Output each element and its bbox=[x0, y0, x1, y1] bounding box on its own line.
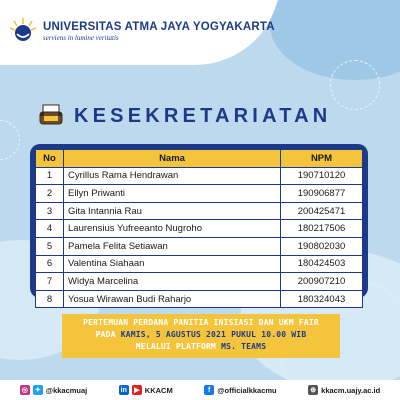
table-row bbox=[36, 185, 363, 203]
instagram-icon: ◎ bbox=[21, 387, 28, 394]
cell-npm: 200907210 bbox=[281, 273, 363, 291]
decor-ring bbox=[0, 120, 20, 160]
university-header bbox=[8, 16, 275, 46]
table-row bbox=[36, 167, 363, 185]
linkedin-icon: in bbox=[120, 386, 127, 394]
cell-npm: 180424503 bbox=[281, 255, 363, 273]
info-date-highlight: KAMIS, 5 AGUSTUS 2021 PUKUL 10.00 WIB bbox=[120, 330, 307, 339]
meeting-info-banner bbox=[62, 314, 340, 358]
cell-nama: Laurensius Yufreeanto Nugroho bbox=[64, 220, 281, 238]
footer-handle-1: @kkacmuaj bbox=[45, 385, 88, 395]
website-icon: ⊕ bbox=[308, 385, 318, 395]
decor-ring bbox=[330, 60, 380, 110]
info-platform-highlight: MS. TEAMS bbox=[221, 342, 267, 351]
university-name: UNIVERSITAS ATMA JAYA YOGYAKARTA bbox=[43, 20, 275, 33]
cell-nama: Gita Intannia Rau bbox=[64, 202, 281, 220]
cell-npm: 180217506 bbox=[281, 220, 363, 238]
cell-no: 7 bbox=[36, 273, 64, 291]
cell-npm: 190906877 bbox=[281, 185, 363, 203]
cell-nama: Cyrillus Rama Hendrawan bbox=[64, 167, 281, 185]
footer-handle-4: kkacm.uajy.ac.id bbox=[321, 385, 381, 395]
info-line-3-prefix: MELALUI PLATFORM bbox=[135, 342, 222, 351]
members-table bbox=[35, 149, 363, 308]
table-row bbox=[36, 237, 363, 255]
social-footer bbox=[0, 380, 400, 400]
footer-handle-2: KKACM bbox=[144, 385, 173, 395]
cell-nama: Valentina Siahaan bbox=[64, 255, 281, 273]
footer-website[interactable] bbox=[308, 385, 380, 395]
cell-npm: 190802030 bbox=[281, 237, 363, 255]
members-table-frame bbox=[30, 144, 368, 305]
info-line-1: PERTEMUAN PERDANA PANITIA INISIASI DAN UKM FAIR bbox=[83, 318, 319, 327]
youtube-icon: ▶ bbox=[132, 385, 142, 395]
title-row bbox=[38, 104, 331, 128]
info-line-2 bbox=[66, 329, 336, 341]
footer-facebook[interactable] bbox=[204, 385, 276, 395]
cell-no: 5 bbox=[36, 237, 64, 255]
table-row bbox=[36, 255, 363, 273]
cell-no: 3 bbox=[36, 202, 64, 220]
table-row bbox=[36, 290, 363, 308]
header-npm: NPM bbox=[281, 150, 363, 168]
cell-nama: Widya Marcelina bbox=[64, 273, 281, 291]
cell-nama: Ellyn Priwanti bbox=[64, 185, 281, 203]
header-nama: Nama bbox=[64, 150, 281, 168]
cell-npm: 190710120 bbox=[281, 167, 363, 185]
cell-nama: Yosua Wirawan Budi Raharjo bbox=[64, 290, 281, 308]
footer-linkedin-youtube[interactable] bbox=[119, 385, 173, 395]
page-title: KESEKRETARIATAN bbox=[74, 104, 332, 127]
footer-instagram-twitter[interactable] bbox=[20, 385, 88, 395]
cell-no: 8 bbox=[36, 290, 64, 308]
cell-npm: 200425471 bbox=[281, 202, 363, 220]
info-line-3 bbox=[66, 341, 336, 353]
table-row bbox=[36, 273, 363, 291]
cell-nama: Pamela Felita Setiawan bbox=[64, 237, 281, 255]
cell-npm: 180324043 bbox=[281, 290, 363, 308]
table-row bbox=[36, 202, 363, 220]
info-line-2-prefix: PADA bbox=[95, 330, 121, 339]
cell-no: 4 bbox=[36, 220, 64, 238]
cell-no: 1 bbox=[36, 167, 64, 185]
university-motto: serviens in lumine veritatis bbox=[43, 33, 119, 42]
cell-no: 2 bbox=[36, 185, 64, 203]
table-row bbox=[36, 220, 363, 238]
twitter-icon: ✦ bbox=[33, 385, 43, 395]
cell-no: 6 bbox=[36, 255, 64, 273]
footer-handle-3: @officialkkacmu bbox=[217, 385, 277, 395]
header-no: No bbox=[36, 150, 64, 168]
typewriter-icon bbox=[38, 104, 64, 128]
logo-icon bbox=[8, 16, 38, 46]
facebook-icon: f bbox=[204, 385, 214, 395]
table-header-row bbox=[36, 150, 363, 168]
